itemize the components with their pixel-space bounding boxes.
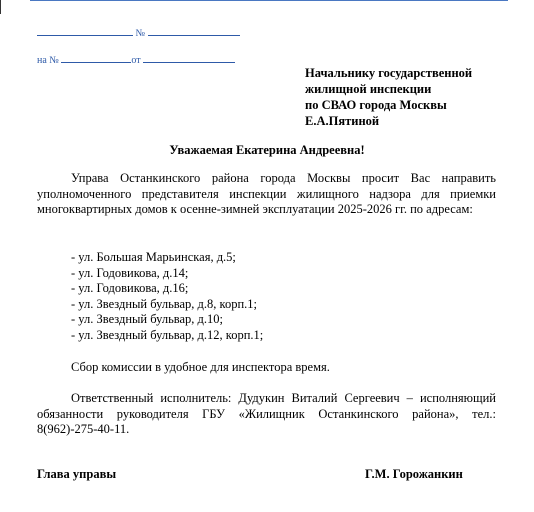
executor-paragraph: Ответственный исполнитель: Дудукин Виталий Сергеевич – исполняющий обязанности руководителя ГБУ «Жилищник Останкинского района», тел.: 8(962)-275-40-11. <box>37 391 496 436</box>
number-blank <box>148 26 240 36</box>
address-list <box>71 250 263 343</box>
address-item: - ул. Годовикова, д.16; <box>71 281 189 295</box>
address-item: - ул. Большая Марьинская, д.5; <box>71 250 236 264</box>
address-item: - ул. Звездный бульвар, д.10; <box>71 312 224 326</box>
signatory-name: Г.М. Горожанкин <box>365 467 463 481</box>
reference-number-blank <box>61 53 131 63</box>
salutation: Уважаемая Екатерина Андреевна! <box>169 143 365 157</box>
address-item: - ул. Звездный бульвар, д.12, корп.1; <box>71 327 264 342</box>
addressee-line: Е.А.Пятиной <box>305 114 380 128</box>
number-sign: № <box>135 28 146 39</box>
reference-prefix: на № <box>37 55 59 66</box>
request-paragraph: Управа Останкинского района города Москвы просит Вас направить уполномоченного представителя инспекции жилищного надзора для приемки многоквартирных домов к осенне-зимней эксплуатации 2025-2026 гг. по адресам: <box>37 171 496 216</box>
addressee-line: жилищной инспекции <box>305 82 432 96</box>
reference-date-blank <box>143 53 235 63</box>
addressee-block <box>305 65 472 129</box>
addressee-line: Начальнику государственной <box>305 66 473 80</box>
address-item: - ул. Годовикова, д.14; <box>71 265 189 280</box>
commission-paragraph: Сбор комиссии в удобное для инспектора время. <box>71 360 330 374</box>
header-rule <box>30 0 508 1</box>
addressee-line: по СВАО города Москвы <box>305 98 447 112</box>
from-label: от <box>131 55 141 66</box>
address-item: - ул. Звездный бульвар, д.8, корп.1; <box>71 296 258 311</box>
registration-number-line <box>37 26 240 39</box>
reference-line <box>37 53 235 66</box>
page-edge-marker <box>0 0 1 14</box>
date-blank <box>37 26 133 36</box>
signatory-title: Глава управы <box>37 467 117 481</box>
